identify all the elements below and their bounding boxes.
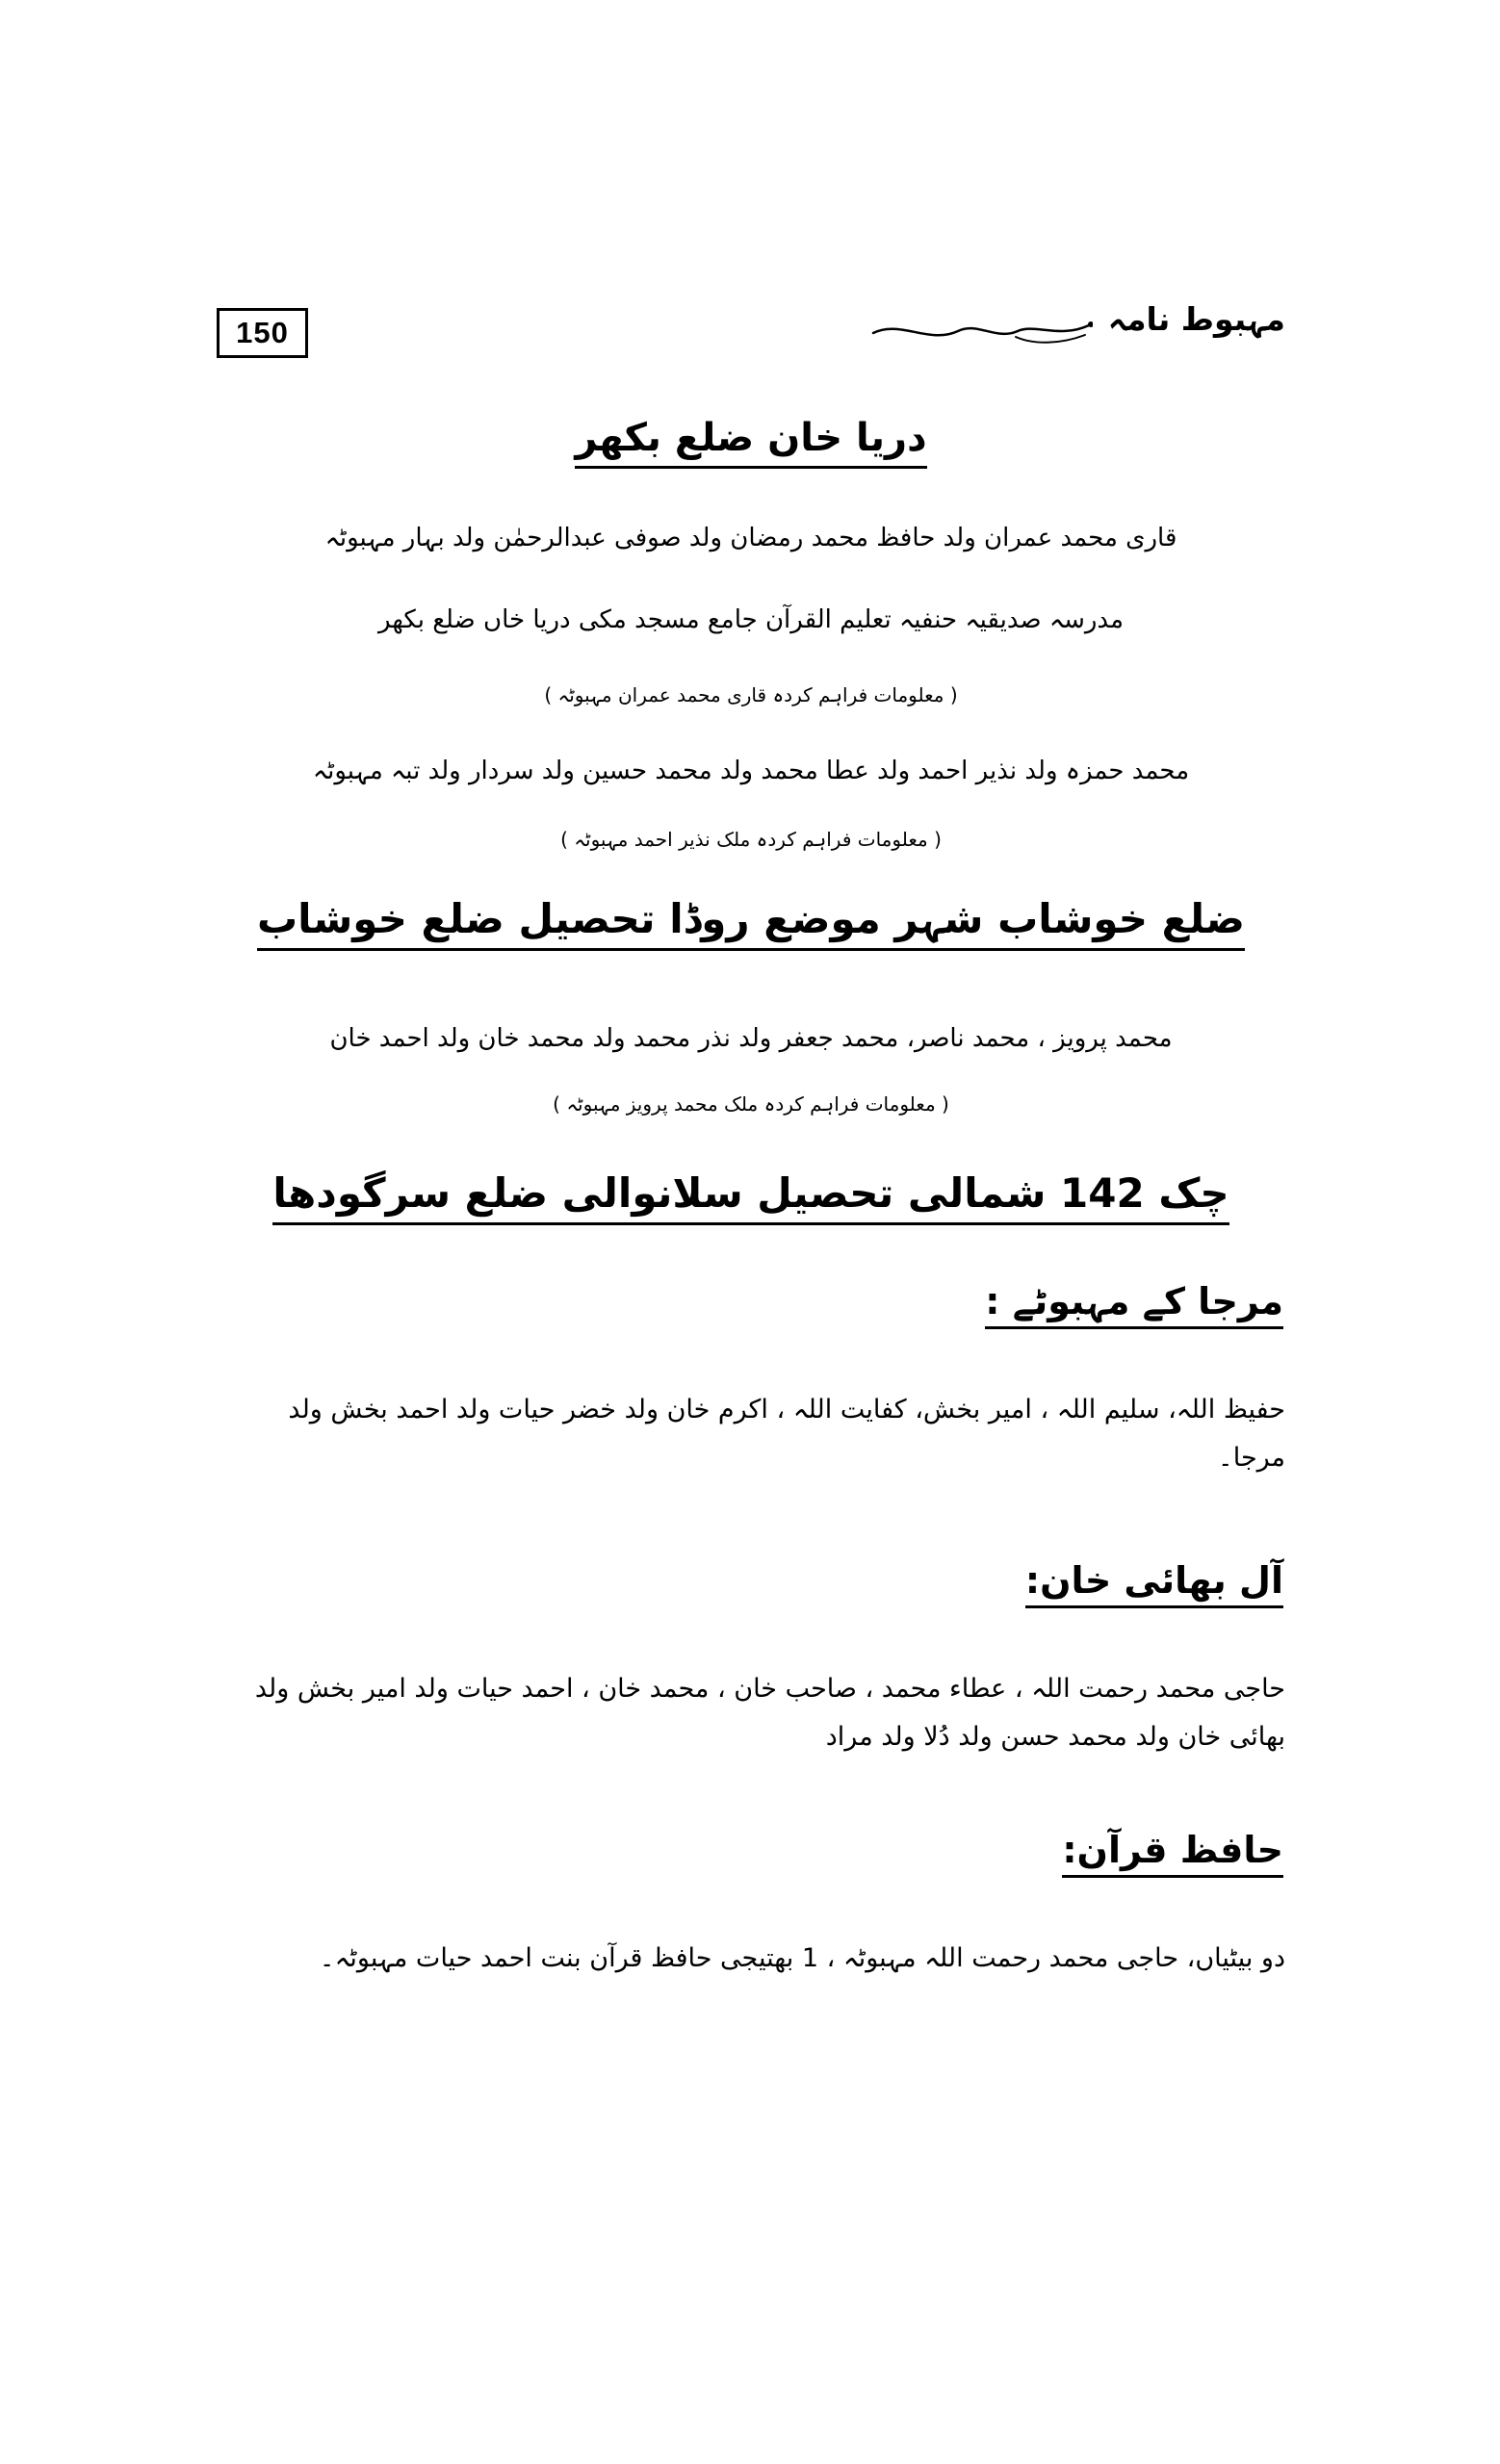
section-1-source-1: ( معلومات فراہم کردہ قاری محمد عمران مہبوٹہ ) bbox=[544, 683, 958, 706]
book-title: مہبوط نامہ bbox=[1107, 300, 1285, 338]
section-1-line-3: محمد حمزہ ولد نذیر احمد ولد عطا محمد ولد محمد حسین ولد سردار ولد تبہ مہبوٹہ bbox=[312, 757, 1190, 785]
section-1-source-2: ( معلومات فراہم کردہ ملک نذیر احمد مہبوٹہ ) bbox=[560, 828, 942, 851]
subsection-body-1: حفیظ اللہ، سلیم اللہ ، امیر بخش، کفایت اللہ ، اکرم خان ولد خضر حیات ولد احمد بخش ولد مرجا۔ bbox=[288, 1395, 1285, 1473]
section-heading-3 bbox=[217, 1169, 1285, 1225]
section-2-source: ( معلومات فراہم کردہ ملک محمد پرویز مہبوٹہ ) bbox=[553, 1092, 949, 1116]
page-header bbox=[217, 300, 1285, 366]
subsection-title-1 bbox=[985, 1280, 1283, 1329]
subsection-title-2-text: آل بھائی خان: bbox=[1025, 1559, 1283, 1608]
section-heading-1 bbox=[217, 416, 1285, 469]
page-number: 150 bbox=[236, 316, 289, 349]
section-2-line-1: محمد پرویز ، محمد ناصر، محمد جعفر ولد نذر محمد ولد محمد خان ولد احمد خان bbox=[329, 1024, 1173, 1053]
section-1-line-1: قاری محمد عمران ولد حافظ محمد رمضان ولد صوفی عبدالرحمٰن ولد بہار مہبوٹہ bbox=[324, 524, 1177, 552]
section-heading-3-text: چک 142 شمالی تحصیل سلانوالی ضلع سرگودھا bbox=[272, 1169, 1228, 1225]
page-number-box bbox=[217, 308, 308, 358]
section-heading-2 bbox=[217, 895, 1285, 951]
subsection-body-2: حاجی محمد رحمت اللہ ، عطاء محمد ، صاحب خان ، محمد خان ، احمد حیات ولد امیر بخش ولد بھائی خان ولد محمد حسن ولد دُلا ولد مراد bbox=[254, 1674, 1285, 1752]
section-heading-2-text: ضلع خوشاب شہر موضع روڈا تحصیل ضلع خوشاب bbox=[257, 895, 1245, 951]
subsection-title-3-text: حافظ قرآن: bbox=[1062, 1829, 1283, 1878]
ornament-icon bbox=[871, 316, 1093, 348]
subsection-title-2 bbox=[1025, 1559, 1283, 1608]
section-heading-1-text: دریا خان ضلع بکھر bbox=[575, 416, 926, 469]
subsection-body-3: دو بیٹیاں، حاجی محمد رحمت اللہ مہبوٹہ ، 1 بھتیجی حافظ قرآن بنت احمد حیات مہبوٹہ۔ bbox=[319, 1943, 1285, 1973]
section-1-line-2: مدرسہ صدیقیہ حنفیہ تعلیم القرآن جامع مسجد مکی دریا خاں ضلع بکھر bbox=[378, 605, 1124, 634]
subsection-title-1-text: مرجا کے مہبوٹے : bbox=[985, 1280, 1283, 1329]
subsection-title-3 bbox=[1062, 1829, 1283, 1878]
